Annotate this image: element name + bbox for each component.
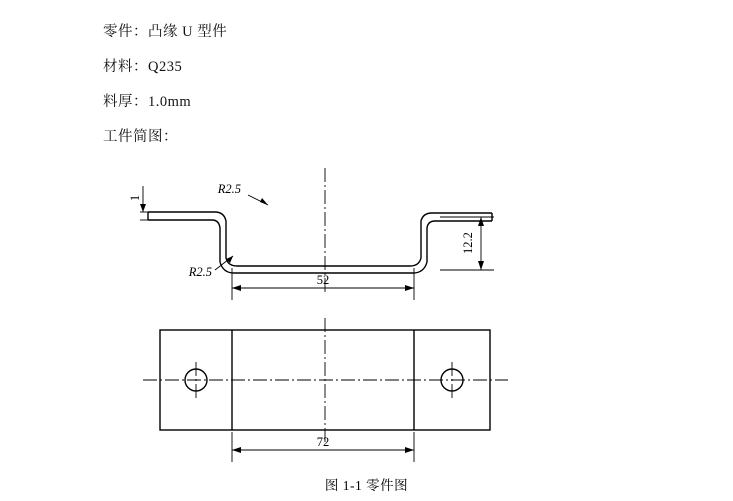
radius-top-arrow [260, 198, 268, 205]
thickness-arrow [140, 204, 146, 212]
width-arrow-left [232, 285, 241, 291]
radius-bottom-text: R2.5 [188, 265, 212, 279]
thickness-dim-text: 1 [128, 194, 142, 202]
radius-top-text: R2.5 [217, 182, 241, 196]
spec-sketch-label: 工件简图： [103, 129, 178, 145]
length-arrow-left [232, 447, 241, 453]
length-arrow-right [405, 447, 414, 453]
plan-view [143, 318, 508, 462]
section-view [128, 168, 494, 300]
figure-caption: 图 1-1 零件图 [324, 478, 409, 493]
height-dim-text: 12.2 [461, 232, 475, 254]
spec-material: 材料：Q235 [103, 59, 183, 75]
width-arrow-right [405, 285, 414, 291]
length-dim-text: 72 [316, 435, 330, 449]
width-dim-text: 52 [316, 273, 330, 287]
spec-thickness: 料厚：1.0mm [103, 94, 192, 110]
height-arrow-bottom [478, 261, 484, 270]
spec-part-name: 零件：凸缘 U 型件 [103, 24, 228, 40]
